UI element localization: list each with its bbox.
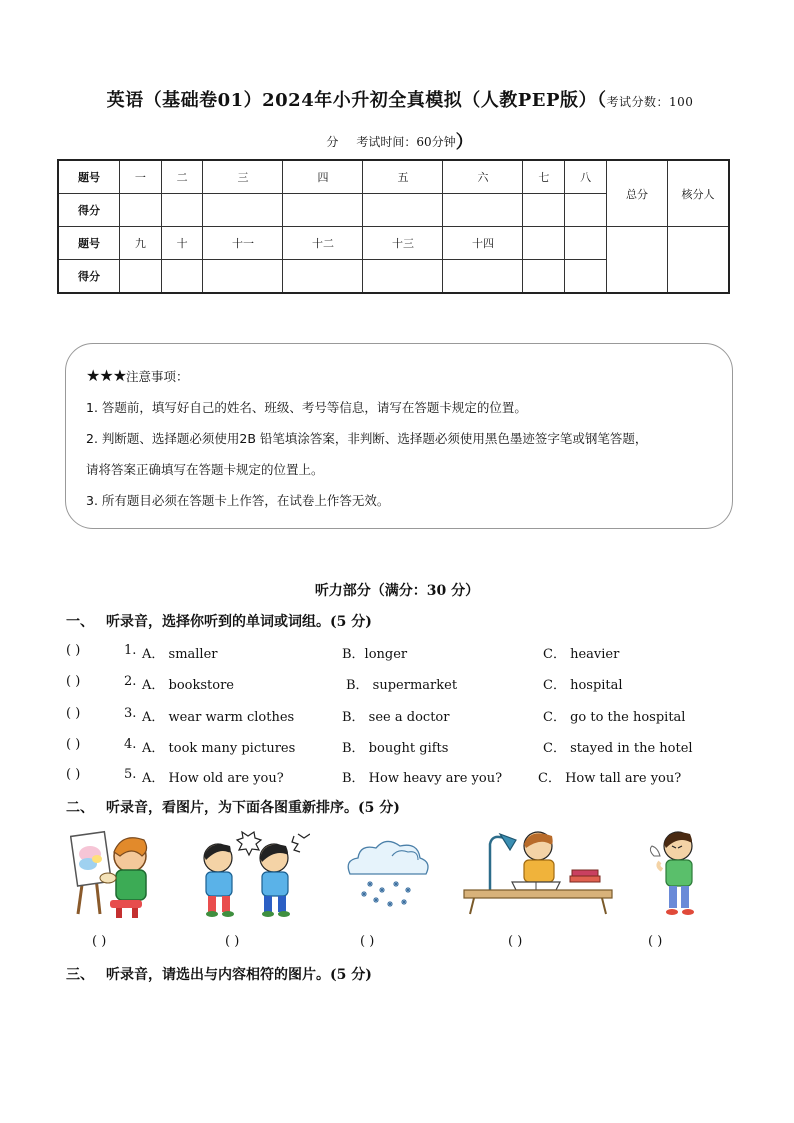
- picture-answer-blank[interactable]: ( ): [360, 934, 375, 949]
- question-number: 四: [283, 160, 363, 194]
- option-a[interactable]: A． smaller: [142, 647, 218, 662]
- exam-title-main: 英语（基础卷01）2024年小升初全真模拟（人教PEP版）（: [106, 90, 607, 111]
- question-2-number: 二、: [66, 800, 94, 816]
- score-cell[interactable]: [283, 260, 363, 294]
- sick-boy-picture: [642, 826, 712, 921]
- question-number: 三: [203, 160, 283, 194]
- answer-blank[interactable]: ( ): [66, 737, 81, 752]
- exam-time: 考试时间：60分钟: [356, 135, 456, 149]
- snow-cloud-picture: [340, 834, 435, 914]
- exam-score-total: 考试分数：100: [606, 95, 694, 109]
- question-label: 题号: [58, 160, 120, 194]
- table-row: [58, 160, 729, 194]
- notice-box: [65, 343, 733, 529]
- picture-answer-blank[interactable]: ( ): [648, 934, 663, 949]
- score-cell[interactable]: [120, 194, 162, 227]
- score-cell[interactable]: [443, 194, 523, 227]
- question-number: 一: [120, 160, 162, 194]
- item-number: 2.: [124, 674, 137, 689]
- question-1-number: 一、: [66, 614, 94, 630]
- item-number: 5.: [124, 767, 137, 782]
- score-table: [57, 159, 730, 294]
- answer-blank[interactable]: ( ): [66, 674, 81, 689]
- question-number: 七: [523, 160, 565, 194]
- score-cell[interactable]: [161, 194, 203, 227]
- item-number: 4.: [124, 737, 137, 752]
- question-number: 九: [120, 227, 162, 260]
- picture-answer-blank[interactable]: ( ): [225, 934, 240, 949]
- option-c[interactable]: C． How tall are you?: [538, 771, 682, 786]
- notice-item-1: 1. 答题前，填写好自己的姓名、班级、考号等信息，请写在答题卡规定的位置。: [86, 400, 527, 415]
- empty-cell: [523, 260, 565, 294]
- option-c[interactable]: C． heavier: [543, 647, 620, 662]
- score-cell[interactable]: [565, 194, 607, 227]
- question-number: 十二: [283, 227, 363, 260]
- picture-answer-blank[interactable]: ( ): [92, 934, 107, 949]
- score-cell[interactable]: [203, 260, 283, 294]
- question-number: 十四: [443, 227, 523, 260]
- option-b[interactable]: B．longer: [342, 647, 408, 662]
- question-label: 题号: [58, 227, 120, 260]
- option-b[interactable]: B． How heavy are you?: [342, 771, 503, 786]
- empty-cell: [565, 227, 607, 260]
- empty-cell: [565, 260, 607, 294]
- score-cell[interactable]: [161, 260, 203, 294]
- option-a[interactable]: A． How old are you?: [142, 771, 284, 786]
- option-c[interactable]: C． stayed in the hotel: [543, 741, 693, 756]
- question-number: 十: [161, 227, 203, 260]
- checker-cell[interactable]: [668, 227, 730, 294]
- score-cell[interactable]: [120, 260, 162, 294]
- option-c[interactable]: C． hospital: [543, 678, 623, 693]
- option-a[interactable]: A． took many pictures: [142, 741, 296, 756]
- answer-blank[interactable]: ( ): [66, 706, 81, 721]
- exam-title: [60, 86, 740, 112]
- notice-heading-text: 注意事项：: [126, 369, 189, 384]
- checker-label: 核分人: [668, 160, 730, 227]
- question-1-heading: [66, 611, 372, 631]
- answer-blank[interactable]: ( ): [66, 767, 81, 782]
- question-number: 八: [565, 160, 607, 194]
- score-cell[interactable]: [523, 194, 565, 227]
- question-number: 六: [443, 160, 523, 194]
- listening-section-title: 听力部分（满分：30 分）: [314, 583, 480, 599]
- option-a[interactable]: A． bookstore: [142, 678, 235, 693]
- question-number: 十三: [363, 227, 443, 260]
- item-number: 3.: [124, 706, 137, 721]
- empty-cell: [523, 227, 565, 260]
- question-2-text: 听录音，看图片，为下面各图重新排序。(5 分): [106, 800, 400, 816]
- score-unit: 分: [326, 135, 339, 149]
- score-cell[interactable]: [443, 260, 523, 294]
- score-label: 得分: [58, 194, 120, 227]
- score-cell[interactable]: [203, 194, 283, 227]
- notice-item-2: 2. 判断题、选择题必须使用2B 铅笔填涂答案，非判断、选择题必须使用黑色墨迹签字笔或钢笔答题，: [86, 431, 648, 446]
- option-b[interactable]: B． bought gifts: [342, 741, 449, 756]
- picture-answer-blank[interactable]: ( ): [508, 934, 523, 949]
- notice-item-3: 3. 所有题目必须在答题卡上作答，在试卷上作答无效。: [86, 493, 390, 508]
- total-score-label: 总分: [607, 160, 668, 227]
- question-number: 五: [363, 160, 443, 194]
- studying-picture: [460, 824, 615, 916]
- score-cell[interactable]: [283, 194, 363, 227]
- notice-heading: [86, 366, 189, 385]
- option-a[interactable]: A． wear warm clothes: [142, 710, 295, 725]
- table-row: [58, 227, 729, 260]
- answer-blank[interactable]: ( ): [66, 643, 81, 658]
- subtitle-close: ）: [455, 132, 474, 153]
- question-2-heading: [66, 797, 400, 817]
- question-number: 十一: [203, 227, 283, 260]
- question-3-number: 三、: [66, 967, 94, 983]
- option-b[interactable]: B． supermarket: [346, 678, 458, 693]
- total-score-cell[interactable]: [607, 227, 668, 294]
- option-b[interactable]: B． see a doctor: [342, 710, 450, 725]
- option-c[interactable]: C． go to the hospital: [543, 710, 686, 725]
- question-3-text: 听录音，请选出与内容相符的图片。(5 分): [106, 967, 372, 983]
- notice-item-2-cont: 请将答案正确填写在答题卡规定的位置上。: [86, 462, 324, 477]
- arguing-kids-picture: [190, 826, 310, 921]
- score-cell[interactable]: [363, 260, 443, 294]
- painting-picture: [70, 826, 160, 921]
- item-number: 1.: [124, 643, 137, 658]
- score-label: 得分: [58, 260, 120, 294]
- star-icon: ★★★: [86, 366, 127, 385]
- exam-subtitle: [60, 128, 740, 154]
- question-1-text: 听录音，选择你听到的单词或词组。(5 分): [106, 614, 372, 630]
- question-number: 二: [161, 160, 203, 194]
- question-3-heading: [66, 964, 372, 984]
- score-cell[interactable]: [363, 194, 443, 227]
